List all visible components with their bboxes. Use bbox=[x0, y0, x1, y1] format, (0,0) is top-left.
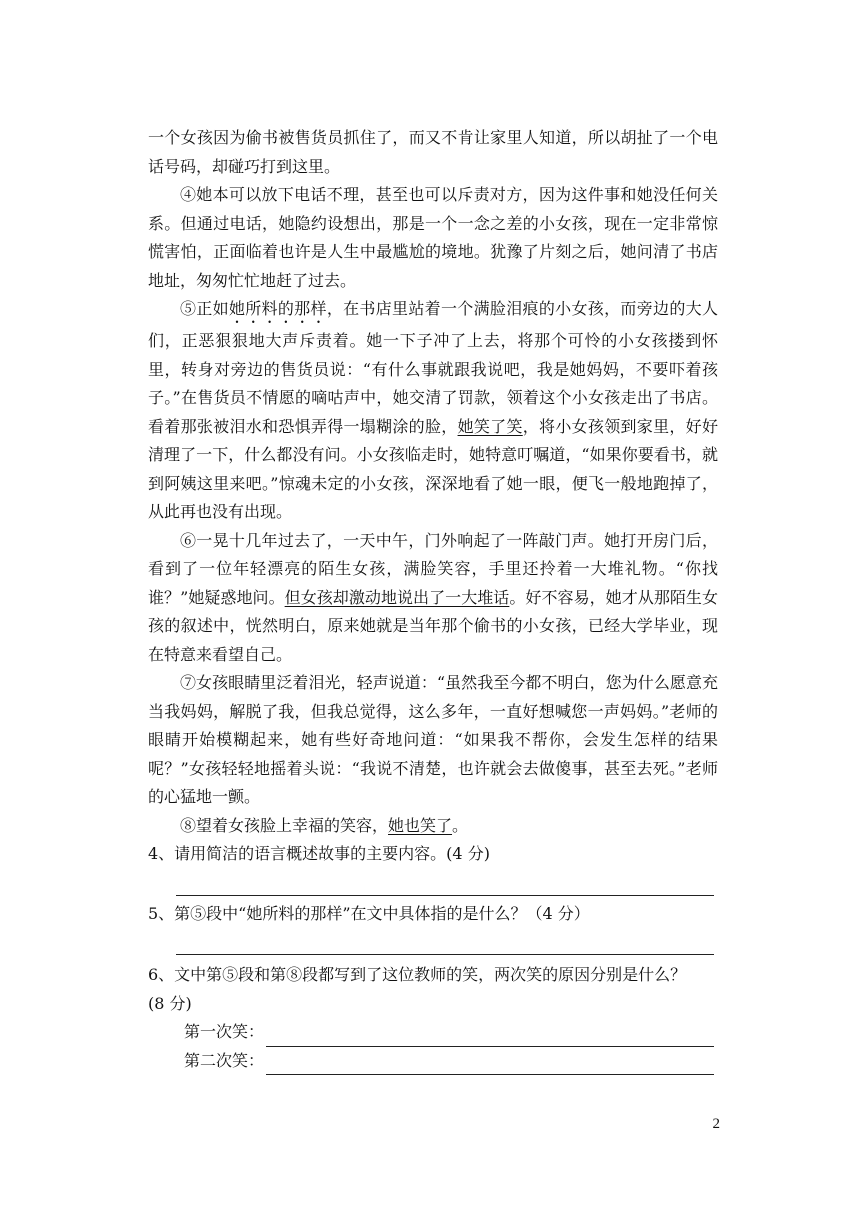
question-4: 4、请用简洁的语言概述故事的主要内容。(4 分) bbox=[148, 844, 490, 863]
first-smile-label: 第一次笑： bbox=[184, 1022, 265, 1041]
paragraph-5-start: ⑤正如 bbox=[180, 299, 229, 318]
second-smile-label: 第二次笑： bbox=[184, 1050, 265, 1070]
question-4-answer-line[interactable] bbox=[176, 869, 714, 896]
paragraph-6-start: ⑥一晃十几年过去了，一天中午，门外响起了一阵敲门声。她打开房门后，看到了一位年轻漂亮的陌生女孩，满脸笑容，手里还拎着一大堆礼物。“你找谁？”她疑惑地问。 bbox=[148, 530, 718, 607]
paragraph-6-end: 。好不容易，她才从那陌生女孩的叙述中，恍然明白，原来她就是当年那个偷书的小女孩，已经大学毕业，现在特意来看望自己。 bbox=[148, 587, 718, 664]
underlined-phrase-smile-1: 她笑了笑 bbox=[457, 416, 523, 436]
paragraph-8 bbox=[148, 812, 718, 841]
first-smile-answer-line[interactable] bbox=[266, 1026, 714, 1047]
question-5: 5、第⑤段中“她所料的那样”在文中具体指的是什么？（4 分） bbox=[148, 903, 590, 923]
second-smile-answer-row bbox=[184, 1047, 714, 1076]
paragraph-5 bbox=[148, 295, 718, 527]
page-content bbox=[148, 124, 718, 1075]
question-6: 6、文中第⑤段和第⑧段都写到了这位教师的笑，两次笑的原因分别是什么？ bbox=[148, 965, 687, 984]
first-smile-answer-row bbox=[184, 1018, 714, 1047]
paragraph-7: ⑦女孩眼睛里泛着泪光，轻声说道：“虽然我至今都不明白，您为什么愿意充当我妈妈，解脱了我，但我总觉得，这么多年，一直好想喊您一声妈妈。”老师的眼睛开始模糊起来，她有些好奇地问道：“如果我不帮你，会发生怎样的结果呢？”女孩轻轻地摇着头说：“我说不清楚，也许就会去做傻事，甚至去死。”老师的心猛地一颤。 bbox=[148, 673, 718, 806]
paragraph-5-end: ，将小女孩领到家里，好好清理了一下，什么都没有问。小女孩临走时，她特意叮嘱道，“如果你要看书，就到阿姨这里来吧。”惊魂未定的小女孩，深深地看了她一眼，便飞一般地跑掉了，从此再也没有出现。 bbox=[148, 416, 718, 521]
question-5-answer-line[interactable] bbox=[176, 928, 714, 955]
paragraph-5-middle: ，在书店里站着一个满脸泪痕的小女孩，而旁边的大人们，正恶狠狠地大声斥责着。她一下子冲了上去，将那个可怜的小女孩搂到怀里，转身对旁边的售货员说：“有什么事就跟我说吧，我是她妈妈，不要吓着孩子。”在售货员不情愿的嘀咕声中，她交清了罚款，领着这个小女孩走出了书店。看着那张被泪水和恐惧弄得一塌糊涂的脸， bbox=[148, 299, 718, 436]
paragraph-6 bbox=[148, 527, 718, 670]
question-6-points: (8 分) bbox=[148, 993, 192, 1013]
dotted-phrase: 她所料的那样 bbox=[228, 299, 327, 318]
paragraph-4: ④她本可以放下电话不理，甚至也可以斥责对方，因为这件事和她没任何关系。但通过电话，她隐约设想出，那是一个一念之差的小女孩，现在一定非常惊慌害怕，正面临着也许是人生中最尴尬的境地。犹豫了片刻之后，她问清了书店地址，匆匆忙忙地赶了过去。 bbox=[148, 185, 718, 290]
second-smile-answer-line[interactable] bbox=[266, 1054, 714, 1075]
underlined-phrase-girl-speaks: 但女孩却激动地说出了一大堆话 bbox=[284, 587, 510, 607]
paragraph-continued: 一个女孩因为偷书被售货员抓住了，而又不肯让家里人知道，所以胡扯了一个电话号码，却碰巧打到这里。 bbox=[148, 128, 718, 176]
paragraph-8-start: ⑧望着女孩脸上幸福的笑容， bbox=[180, 815, 389, 835]
paragraph-8-end: 。 bbox=[452, 815, 469, 835]
page-number: 2 bbox=[712, 1116, 720, 1132]
underlined-phrase-smile-2: 她也笑了 bbox=[388, 815, 453, 835]
